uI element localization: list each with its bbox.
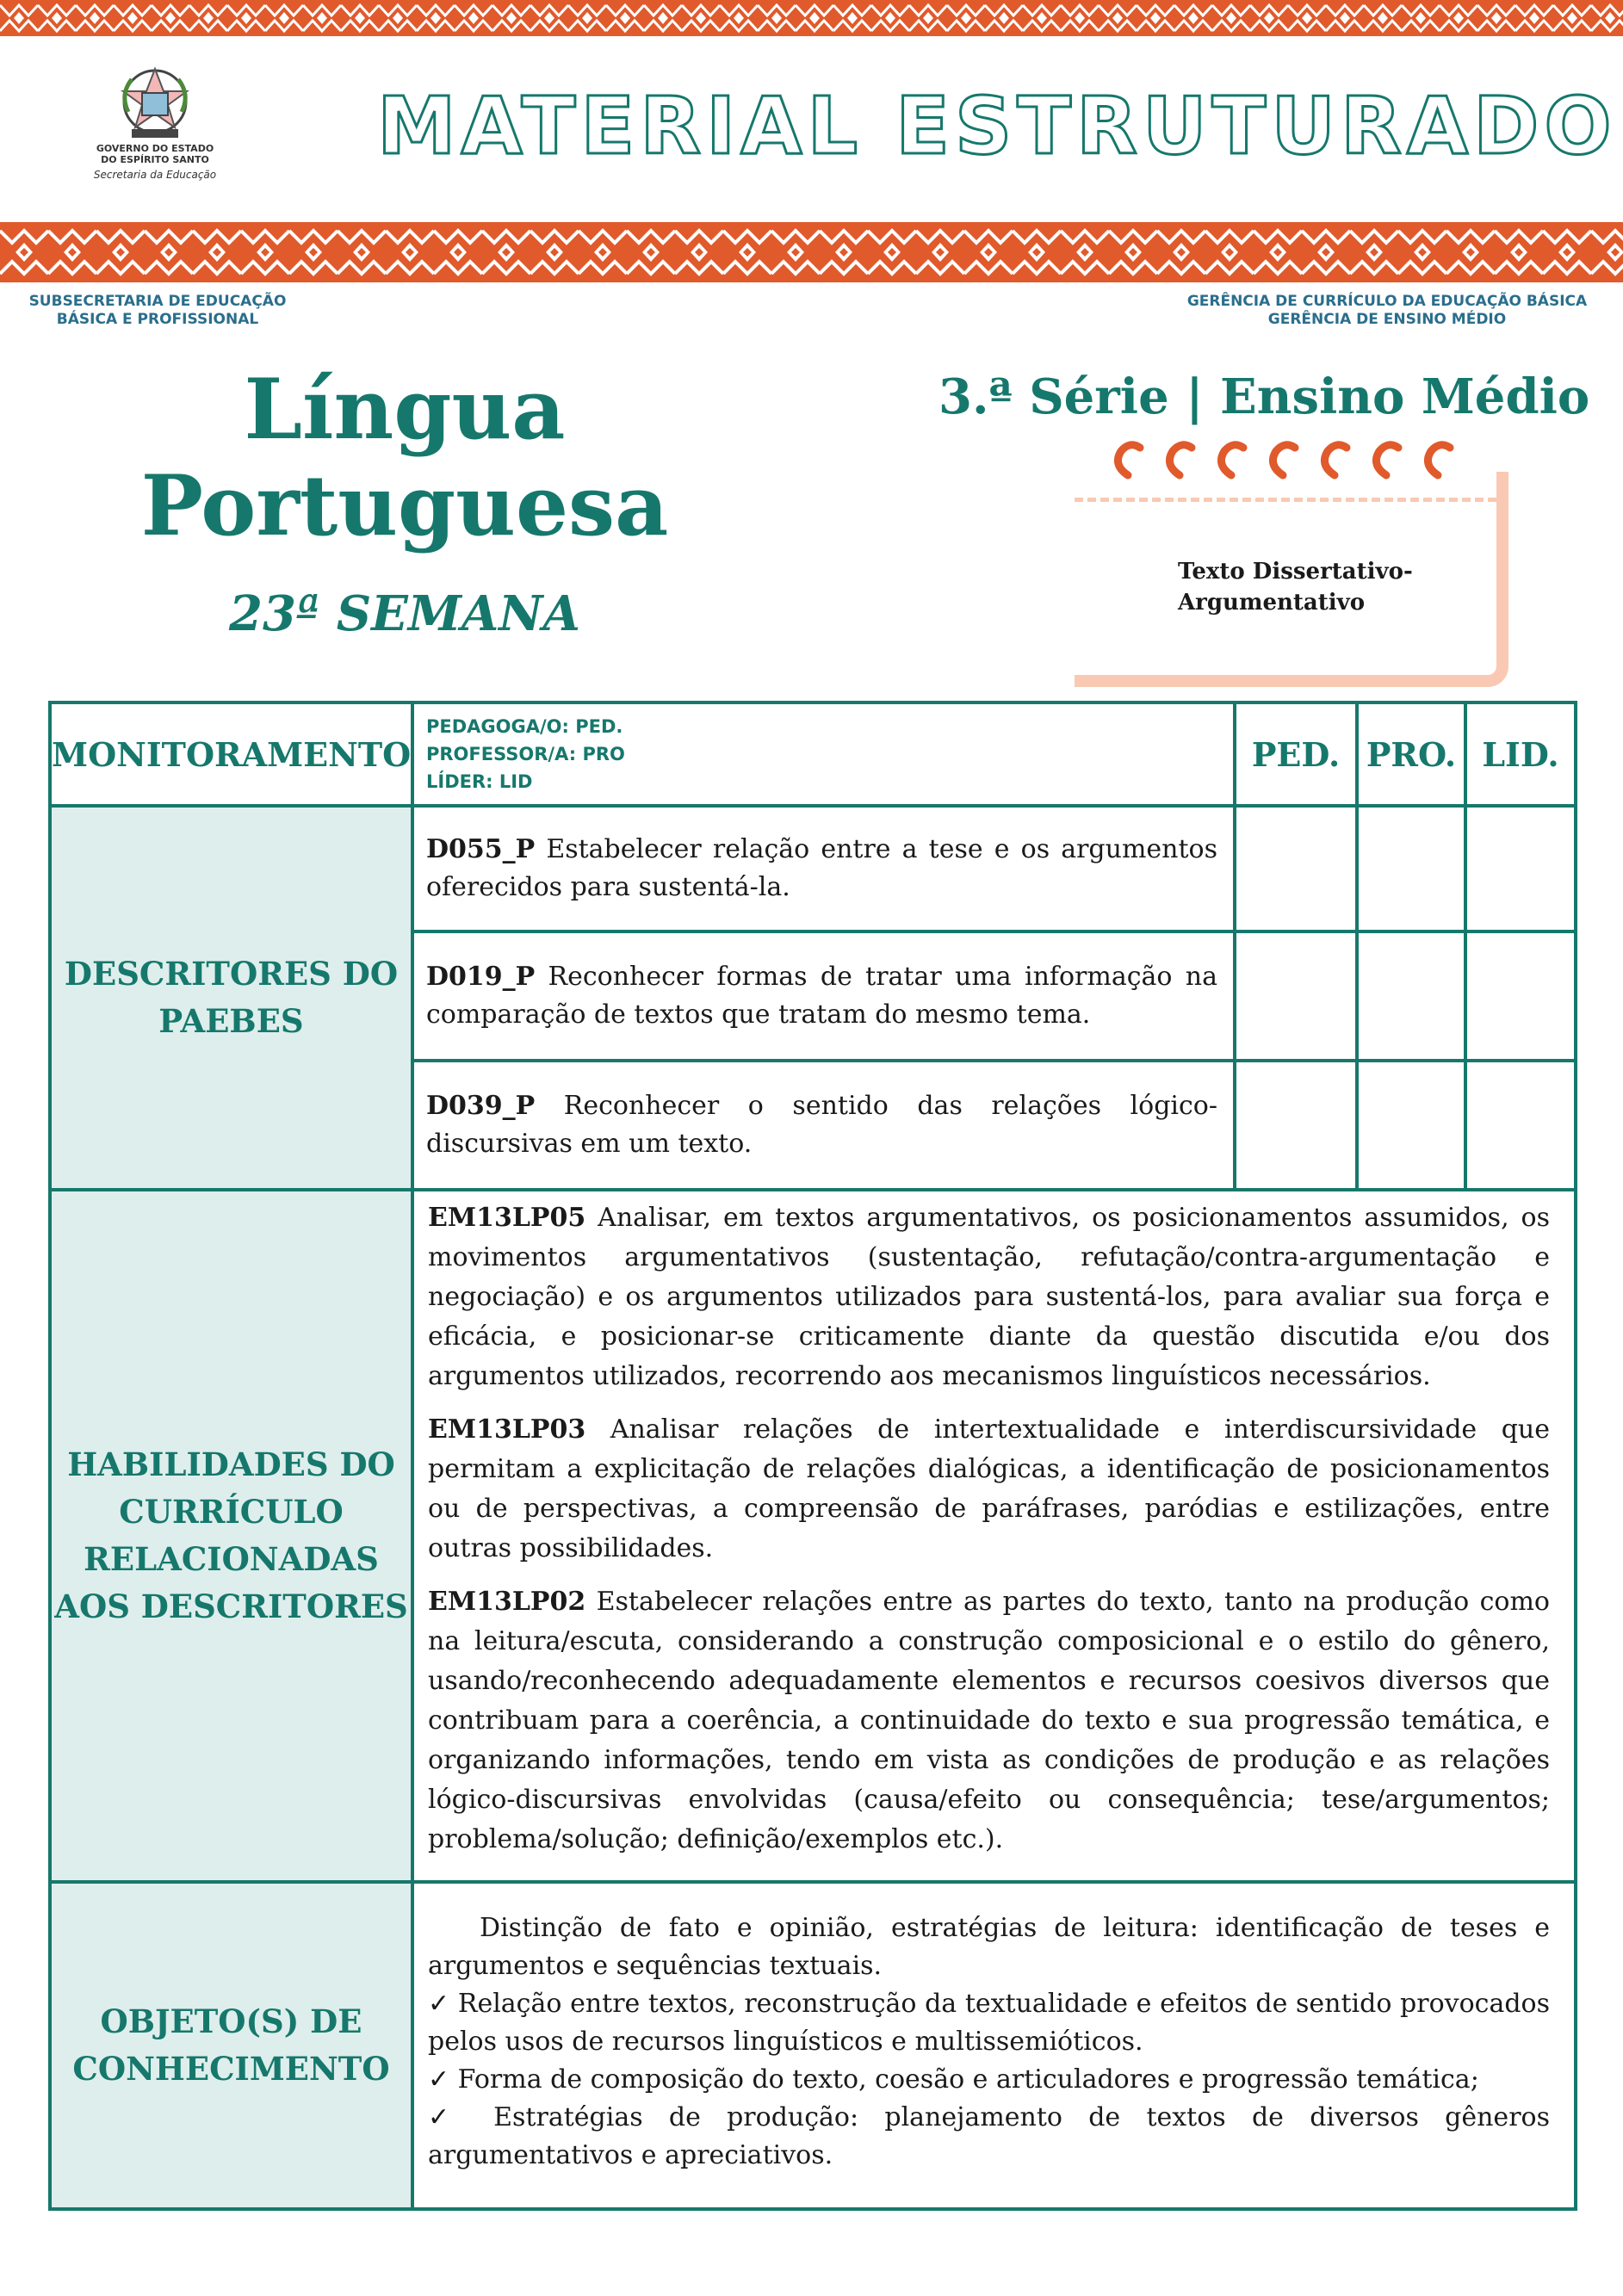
logo-line-1: GOVERNO DO ESTADO	[96, 143, 214, 154]
descritor-text: Reconhecer formas de tratar uma informação na comparação de textos que tratam do mesmo tema.	[426, 962, 1217, 1030]
roles-legend	[412, 702, 1235, 806]
logo-line-3: Secretaria da Educação	[93, 169, 217, 181]
check-cell-pro[interactable]	[1357, 931, 1465, 1061]
habilidades-content	[412, 1190, 1576, 1882]
column-ped: PED.	[1235, 702, 1357, 806]
notepad-dashed-line	[1075, 498, 1496, 502]
habilidade-text: Analisar, em textos argumentativos, os posicionamentos assumidos, os movimentos argumentativos (sustentação, refutação/contra-argumentação e negociação) e os argumentos utilizados para sustentá-los, para avaliar sua força e eficácia, e posicionar-se criticamente diante da questão discutida e/ou dos argumentos utilizados, recorrendo aos mecanismos linguísticos necessários.	[428, 1203, 1550, 1391]
column-lid: LID.	[1465, 702, 1576, 806]
top-pattern-band	[0, 0, 1623, 36]
role-pedagoga: PEDAGOGA/O: PED.	[426, 716, 623, 737]
descritor-code: D019_P	[426, 962, 536, 992]
notepad-rings-icon	[1102, 436, 1464, 487]
habilidades-row	[50, 1190, 1576, 1882]
habilidades-label-line-3: RELACIONADAS	[84, 1540, 379, 1578]
descritor-row	[50, 806, 1576, 931]
gerencia-line-1: GERÊNCIA DE CURRÍCULO DA EDUCAÇÃO BÁSICA	[1186, 293, 1588, 310]
check-cell-pro[interactable]	[1357, 806, 1465, 931]
subsecretaria-line-1: SUBSECRETARIA DE EDUCAÇÃO	[28, 293, 287, 310]
notepad-line-2: Argumentativo	[1178, 590, 1366, 616]
column-pro: PRO.	[1357, 702, 1465, 806]
table-header-row	[50, 702, 1576, 806]
monitoring-table	[48, 701, 1577, 2211]
objeto-item: ✓ Estratégias de produção: planejamento de textos de diversos gêneros argumentativos e apreciativos.	[428, 2102, 1550, 2170]
check-cell-ped[interactable]	[1235, 931, 1357, 1061]
objeto-label-line-1: OBJETO(S) DE	[100, 2002, 362, 2040]
grade-label: 3.ª Série | Ensino Médio	[938, 368, 1590, 425]
role-lider: LÍDER: LID	[426, 771, 533, 792]
subsecretaria-line-2: BÁSICA E PROFISSIONAL	[56, 311, 259, 328]
subject-line-1: Língua	[244, 361, 566, 458]
notepad-text	[1178, 556, 1436, 618]
habilidades-label	[50, 1190, 412, 1882]
objeto-label-line-2: CONHECIMENTO	[72, 2050, 390, 2088]
check-cell-pro[interactable]	[1357, 1061, 1465, 1190]
habilidade-em13lp03	[428, 1410, 1550, 1569]
habilidade-text: Analisar relações de intertextualidade e interdiscursividade que permitam a explicitação de relações dialógicas, a identificação de posicionamentos ou de perspectivas, a compreensão de paráfrases, paródias e estilizações, entre outras possibilidades.	[428, 1414, 1550, 1563]
monitoramento-header: MONITORAMENTO	[50, 702, 412, 806]
descritor-d055	[412, 806, 1235, 931]
habilidades-label-line-2: CURRÍCULO	[119, 1493, 344, 1531]
objeto-content	[412, 1882, 1576, 2209]
role-professor: PROFESSOR/A: PRO	[426, 744, 625, 764]
habilidade-em13lp05	[428, 1198, 1550, 1396]
subsecretaria-label	[24, 293, 291, 329]
descritor-text: Reconhecer o sentido das relações lógico-discursivas em um texto.	[426, 1091, 1217, 1159]
descritores-label-line-2: PAEBES	[158, 1002, 304, 1040]
descritor-d019	[412, 931, 1235, 1061]
habilidade-code: EM13LP05	[428, 1203, 586, 1233]
state-coat-of-arms-icon	[116, 60, 194, 143]
descritor-code: D055_P	[426, 834, 536, 864]
objeto-item: Distinção de fato e opinião, estratégias de leitura: identificação de teses e argumentos e sequências textuais.	[428, 1913, 1550, 1981]
notepad-line-1: Texto Dissertativo-	[1178, 559, 1413, 585]
habilidade-text: Estabelecer relações entre as partes do texto, tanto na produção como na leitura/escuta, considerando a construção composicional e o estilo do gênero, usando/reconhecendo adequadamente elementos e recursos coesivos diversos que contribuam para a coerência, a continuidade do texto e sua progressão temática, e organizando informações, tendo em vista as condições de produção e as relações lógico-discursivas envolvidas (causa/efeito ou consequência; tese/argumentos; problema/solução; definição/exemplos etc.).	[428, 1587, 1550, 1854]
check-cell-lid[interactable]	[1465, 806, 1576, 931]
subject-title	[129, 362, 680, 554]
descritores-label	[50, 806, 412, 1190]
descritores-label-line-1: DESCRITORES DO	[64, 955, 399, 993]
objeto-item: ✓ Relação entre textos, reconstrução da textualidade e efeitos de sentido provocados pelos usos de recursos linguísticos e multissemióticos.	[428, 1989, 1550, 2057]
gerencia-label	[1172, 293, 1602, 329]
brand-title: MATERIAL ESTRUTURADO	[377, 80, 1617, 172]
objeto-row	[50, 1882, 1576, 2209]
habilidades-label-line-4: AOS DESCRITORES	[54, 1587, 408, 1625]
habilidade-code: EM13LP03	[428, 1414, 586, 1445]
habilidade-em13lp02	[428, 1582, 1550, 1860]
descritor-code: D039_P	[426, 1091, 536, 1121]
week-label: 23ª SEMANA	[229, 585, 580, 642]
check-cell-ped[interactable]	[1235, 1061, 1357, 1190]
middle-pattern-band	[0, 222, 1623, 282]
check-cell-ped[interactable]	[1235, 806, 1357, 931]
objeto-label	[50, 1882, 412, 2209]
gerencia-line-2: GERÊNCIA DE ENSINO MÉDIO	[1267, 311, 1507, 328]
habilidade-code: EM13LP02	[428, 1587, 586, 1617]
check-cell-lid[interactable]	[1465, 931, 1576, 1061]
state-logo	[82, 60, 228, 181]
descritor-text: Estabelecer relação entre a tese e os argumentos oferecidos para sustentá-la.	[426, 834, 1217, 902]
logo-line-2: DO ESPÍRITO SANTO	[101, 154, 209, 165]
subject-line-2: Portuguesa	[140, 457, 669, 554]
habilidades-label-line-1: HABILIDADES DO	[67, 1445, 395, 1483]
check-cell-lid[interactable]	[1465, 1061, 1576, 1190]
descritor-d039	[412, 1061, 1235, 1190]
objeto-item: ✓ Forma de composição do texto, coesão e articuladores e progressão temática;	[428, 2064, 1479, 2095]
